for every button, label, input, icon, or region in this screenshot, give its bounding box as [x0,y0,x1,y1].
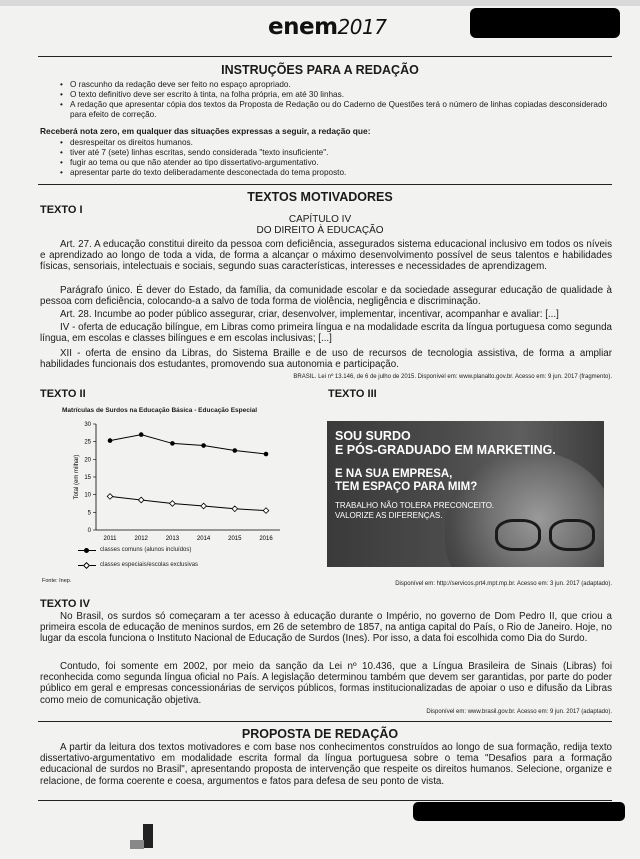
x-tick-label: 2014 [196,536,211,542]
zero-condition: • apresentar parte do texto deliberadamente desconectada do tema proposto. [60,168,600,178]
zero-note: Receberá nota zero, em qualquer das situações expressas a seguir, a redação que: [40,126,371,136]
chart-source: Fonte: Inep. [42,578,72,584]
instruction-item: • O texto definitivo deve ser escrito à tinta, na folha própria, em até 30 linhas. [60,90,610,100]
legend-marker-especiais [83,562,90,569]
divider-bottom [38,800,612,801]
data-point-especiais [138,497,144,503]
campaign-poster [327,421,604,567]
y-tick-label: 15 [84,475,91,481]
motivadores-title: TEXTOS MOTIVADORES [247,190,393,204]
data-point-comuns [170,441,175,446]
texto-iii-label: TEXTO III [328,388,377,400]
x-tick-label: 2016 [259,536,273,542]
scan-top-strip [0,0,640,6]
zero-condition: • fugir ao tema ou que não atender ao tipo dissertativo-argumentativo. [60,158,600,168]
texto-i-art28: Art. 28. Incumbe ao poder público assegurar, criar, desenvolver, implementar, incentivar, acompanhar e avaliar: [...] [60,309,559,320]
y-tick-label: 20 [84,457,91,464]
texto-iv-paragraph-1: No Brasil, os surdos só começaram a ter acesso à educação durante o Império, no governo de Dom Pedro II, que criou a primeira escola de educação de meninos surdos, em 26 de setembro de 1857, na antiga capital do País, o Rio de Janeiro. Hoje, no lugar da escola funciona o Instituto Nacional de Educação de Surdos (Ines). Por isso, a data foi escolhida como Dia do Surdo. [40,611,612,645]
divider-motivadores [38,184,612,185]
zero-condition: • desrespeitar os direitos humanos. [60,138,600,148]
redacted-box-top [470,8,620,38]
texto-iv-label: TEXTO IV [40,598,90,610]
data-point-comuns [108,438,113,443]
x-tick-label: 2012 [134,536,148,542]
proposta-title: PROPOSTA DE REDAÇÃO [241,727,399,741]
texto-i-label: TEXTO I [40,204,83,216]
zero-condition: • tiver até 7 (sete) linhas escritas, sendo considerada "texto insuficiente". [60,148,600,158]
data-point-comuns [264,452,269,457]
proposta-text: A partir da leitura dos textos motivadores e com base nos conhecimentos construídos ao longo de sua formação, redija texto dissertativo-argumentativo em modalidade escrita formal da língua portuguesa sobre o tema "Desafios para a formação educacional de surdos no Brasil", apresentando proposta de intervenção que respeite os direitos humanos. Selecione, organize e relacione, de forma coerente e coesa, argumentos e fatos para defesa de seu ponto de vista. [40,742,612,787]
glasses-lens-left [495,519,541,551]
glasses-lens-right [549,519,595,551]
poster-tagline: TRABALHO NÃO TOLERA PRECONCEITO. VALORIZE AS DIFERENÇAS. [335,501,495,520]
scan-mark [143,824,153,848]
y-axis-label: Total (em milhar) [74,454,80,500]
y-tick-label: 5 [87,510,91,517]
x-tick-label: 2011 [103,536,117,542]
instruction-item: • O rascunho da redação deve ser feito no espaço apropriado. [60,80,610,90]
texto-i-art27: Art. 27. A educação constitui direito da pessoa com deficiência, assegurados sistema educacional inclusivo em todos os níveis e aprendizado ao longo de toda a vida, de forma a alcançar o máximo desenvolvimento possível de seus talentos e habilidades físicas, sensoriais, intelectuais e sociais, segundo suas características, interesses e necessidades de aprendizagem. [40,239,612,273]
data-point-comuns [201,443,206,448]
legend-label-comuns: classes comuns (alunos incluídos) [100,547,192,553]
data-point-especiais [170,501,176,507]
legend-marker-comuns [84,548,89,553]
data-point-comuns [139,432,144,437]
texto-i-inciso-iv: IV - oferta de educação bilíngue, em Libras como primeira língua e na modalidade escrita da língua portuguesa como segunda língua, em escolas e classes bilíngues e em escolas inclusivas; [...] [40,322,612,345]
chart-title: Matrículas de Surdos na Educação Básica - Educação Especial [62,407,258,414]
data-point-comuns [233,448,238,453]
texto-iv-paragraph-2: Contudo, foi somente em 2002, por meio da sanção da Lei nº 10.436, que a Língua Brasileira de Sinais (Libras) foi reconhecida como segunda língua oficial no País. A legislação determinou também que devem ser garantidas, por parte do poder público em geral e empresas concessionárias de serviços públicos, formas institucionalizadas de apoiar o uso e difusão da Libras como meio de comunicação objetiva. [40,661,612,706]
texto-i-source: BRASIL. Lei nº 13.146, de 6 de julho de 2015. Disponível em: www.planalto.gov.br. Acesso em: 9 jun. 2017 (fragmento). [293,374,612,380]
texto-iv-source: Disponível em: www.brasil.gov.br. Acesso em: 9 jun. 2017 (adaptado). [426,709,612,715]
y-tick-label: 25 [84,439,91,446]
texto-iii-source: Disponível em: http://servicos.prt4.mpt.mp.br. Acesso em: 3 jun. 2017 (adaptado). [395,581,612,587]
series-line-1 [110,496,266,510]
scan-mark-small [130,840,144,849]
chapter-subtitle: DO DIREITO À EDUCAÇÃO [256,225,384,236]
divider-top [38,56,612,57]
enrollment-line-chart [40,412,290,547]
y-tick-label: 0 [87,528,91,534]
redacted-box-bottom [413,802,625,821]
instruction-item: • A redação que apresentar cópia dos textos da Proposta de Redação ou do Caderno de Questões terá o número de linhas copiadas desconsiderado para efeito de correção. [60,100,610,120]
data-point-especiais [263,508,269,514]
divider-proposta [38,721,612,722]
enem-logo: enem2017 [268,14,387,40]
series-line-0 [110,435,266,454]
data-point-especiais [201,503,207,509]
legend-label-especiais: classes especiais/escolas exclusivas [100,562,199,568]
texto-i-inciso-xii: XII - oferta de ensino da Libras, do Sistema Braille e de uso de recursos de tecnologia assistiva, de forma a ampliar habilidades funcionais dos estudantes, promovendo sua autonomia e participação. [40,348,612,371]
texto-ii-label: TEXTO II [40,388,86,400]
instructions-list [60,80,610,120]
data-point-especiais [107,494,113,500]
poster-question: E NA SUA EMPRESA, TEM ESPAÇO PARA MIM? [335,468,478,493]
x-tick-label: 2015 [228,536,242,542]
x-tick-label: 2013 [165,536,180,542]
y-tick-label: 10 [84,492,91,499]
zero-conditions-list [60,138,600,178]
instructions-title: INSTRUÇÕES PARA A REDAÇÃO [221,63,419,77]
texto-i-paragrafo-unico: Parágrafo único. É dever do Estado, da família, da comunidade escolar e da sociedade assegurar educação de qualidade à pessoa com deficiência, colocando-a a salvo de toda forma de violência, negligência e discriminação. [40,285,612,308]
data-point-especiais [232,506,238,512]
y-tick-label: 30 [84,422,91,428]
poster-headline: SOU SURDO E PÓS-GRADUADO EM MARKETING. [335,429,556,457]
chapter-title: CAPÍTULO IV [288,214,352,225]
